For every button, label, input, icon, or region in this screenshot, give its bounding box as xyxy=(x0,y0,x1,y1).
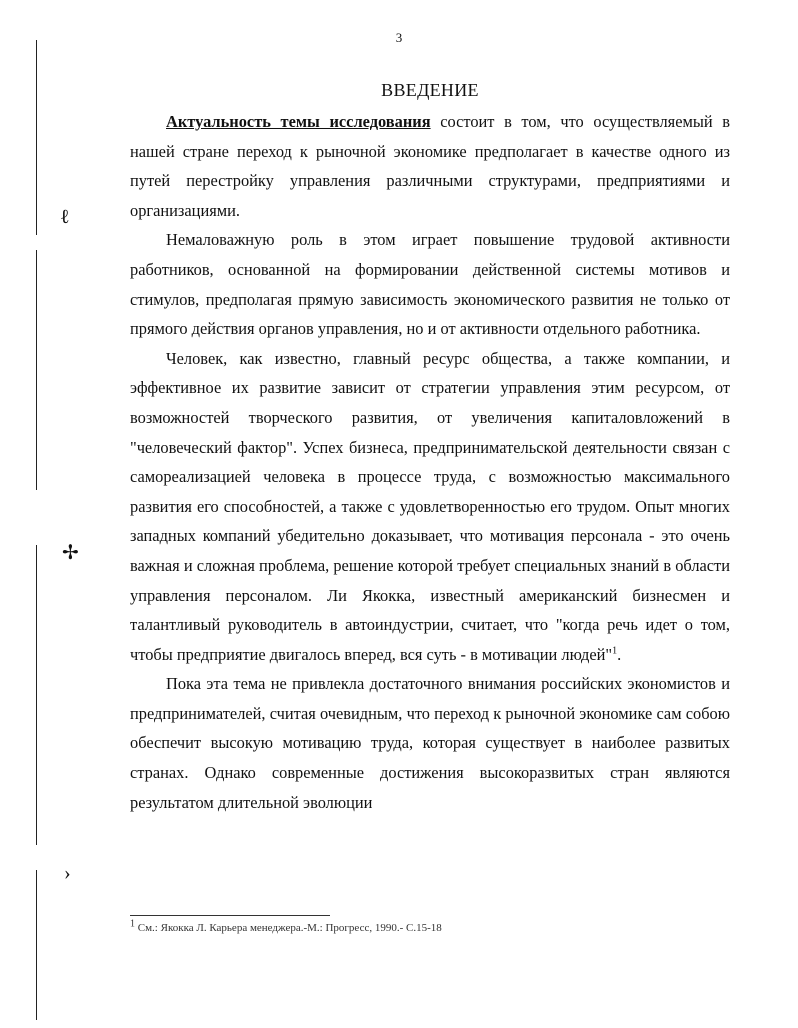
footnote-marker: 1 xyxy=(130,918,135,930)
footnote-separator xyxy=(130,915,330,916)
footnote-text: См.: Якокка Л. Карьера менеджера.-М.: Прогресс, 1990.- С.15-18 xyxy=(135,922,442,934)
scan-edge-line xyxy=(36,40,37,235)
page-number: 3 xyxy=(395,30,403,45)
paragraph-text: Человек, как известно, главный ресурс общества, а также компании, и эффективное их развитие зависит от стратегии управления этим ресурсом, от возможностей творческого развития, от увеличения капиталовложений в "человеческий фактор". Успех бизнеса, предпринимательской деятельности связан с самореализацией человека в процессе труда, с возможностью максимального развития его способностей, а также с удовлетворенностью его трудом. Опыт многих западных компаний убедительно доказывает, что мотивация персонала - это очень важная и сложная проблема, решение которой требует специальных знаний в области управления персоналом. Ли Якокка, известный американский бизнесмен и талантливый руководитель в автоиндустрии, считает, что "когда речь идет о том, чтобы предприятие двигалось вперед, вся суть - в мотивации людей" xyxy=(130,348,730,664)
hole-punch-mark: › xyxy=(64,862,71,884)
paragraph: Пока эта тема не привлекла достаточного внимания российских экономистов и предпринимателей, считая очевидным, что переход к рыночной экономике сам собою обеспечит высокую мотивацию труда, которая существует в наиболее развитых странах. Однако современные достижения высокоразвитых стран являются результатом длительной эволюции xyxy=(130,674,730,812)
scan-edge-line xyxy=(36,250,37,490)
section-heading: ВВЕДЕНИЕ xyxy=(381,80,479,100)
hole-punch-mark: ✢ xyxy=(62,542,79,564)
topic-relevance-lead: Актуальность темы исследования xyxy=(166,112,431,131)
paragraph: Немаловажную роль в этом играет повышение трудовой активности работников, основанной на формировании действенной системы мотивов и стимулов, предполагая прямую зависимость экономического развития не только от прямого действия органов управления, но и от активности отдельного работника. xyxy=(130,230,730,339)
paragraph xyxy=(130,107,730,225)
body-text xyxy=(130,107,730,817)
scan-edge-line xyxy=(36,545,37,845)
scan-edge-line xyxy=(36,870,37,1020)
hole-punch-mark: ℓ xyxy=(60,206,70,228)
footnote-reference: 1 xyxy=(612,645,618,657)
paragraph xyxy=(130,344,730,670)
footnote xyxy=(130,918,730,934)
paragraph-text: состоит в том, что осуществляемый в нашей стране переход к рыночной экономике предполагает в качестве одного из путей перестройку управления различными структурами, предприятиями и организациями. xyxy=(130,112,730,220)
paragraph-end: . xyxy=(617,644,622,664)
